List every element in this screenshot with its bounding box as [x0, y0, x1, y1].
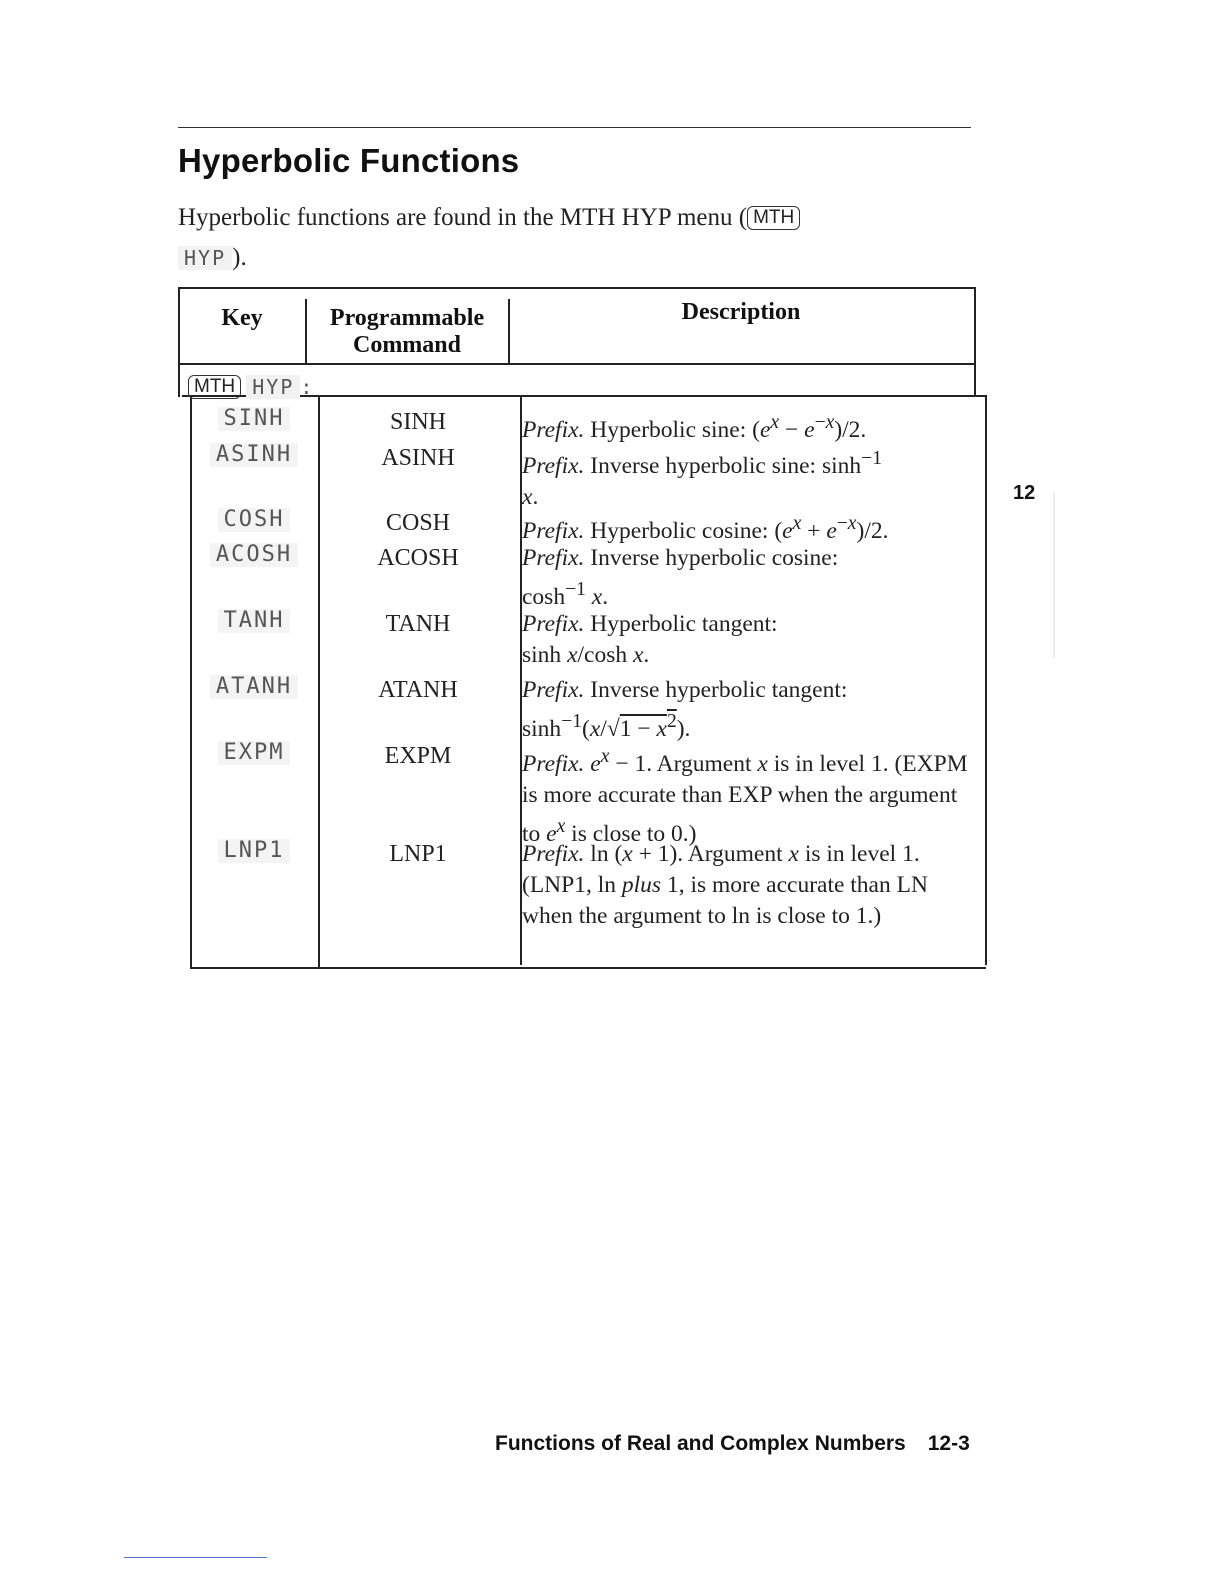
mth-key: MTH	[747, 206, 800, 230]
command-cell: COSH	[385, 510, 451, 536]
command-cell: ASINH	[381, 445, 455, 471]
description-cell: Prefix. ln (x + 1). Argument x is in level 1. (LNP1, ln plus 1, is more accurate than LN when the argument to ln is close to 1.)	[522, 841, 928, 929]
description-cell: Prefix. Inverse hyperbolic sine: $\sinh^{-1}$ x.	[522, 448, 882, 510]
sinh-softkey: SINH	[218, 407, 291, 431]
top-rule	[178, 127, 971, 128]
command-cell: LNP1	[389, 841, 447, 867]
page-footer	[495, 1432, 970, 1456]
page-edge-mark	[1053, 493, 1055, 658]
hyp-softkey: HYP	[178, 246, 232, 270]
intro-close: ).	[232, 244, 247, 271]
expm-softkey: EXPM	[218, 741, 291, 765]
command-cell: SINH	[389, 409, 446, 435]
header-description: Description	[681, 299, 801, 325]
mth-key: MTH	[188, 375, 241, 399]
tanh-softkey: TANH	[218, 609, 291, 633]
asinh-softkey: ASINH	[210, 443, 298, 467]
chapter-tab: 12	[1013, 482, 1036, 504]
command-cell: ATANH	[378, 677, 458, 703]
command-cell: TANH	[385, 611, 451, 637]
lnp1-softkey: LNP1	[218, 839, 291, 863]
intro-text: Hyperbolic functions are found in the MTH HYP menu (	[178, 204, 748, 231]
command-cell: EXPM	[384, 743, 452, 769]
hyperbolic-functions-table	[178, 287, 986, 969]
description-cell: Prefix. Hyperbolic tangent: sinh x/cosh x.	[522, 611, 778, 668]
cosh-softkey: COSH	[218, 508, 291, 532]
intro-paragraph	[178, 198, 938, 278]
page-title: Hyperbolic Functions	[178, 142, 520, 179]
bottom-rule	[124, 1557, 267, 1558]
description-cell: Prefix. Inverse hyperbolic tangent: $\sinh^{-1}(x/√1 - x^2)$.	[522, 677, 848, 742]
hyp-softkey: HYP	[246, 375, 300, 399]
atanh-softkey: ATANH	[210, 675, 298, 699]
header-command: Programmable Command	[329, 305, 485, 358]
acosh-softkey: ACOSH	[210, 543, 298, 567]
description-cell: Prefix. Inverse hyperbolic cosine: $\cosh^{-1} x$.	[522, 545, 839, 610]
description-cell: Prefix. Hyperbolic sine: $(e^x - e^{-x})/2$.	[522, 412, 867, 443]
page-number: 12-3	[927, 1432, 970, 1455]
description-cell: Prefix. $e^x - 1$. Argument x is in level 1. (EXPM is more accurate than EXP when the argument to $e^x$ is close to 0.)	[522, 746, 968, 847]
command-cell: ACOSH	[377, 545, 459, 571]
footer-title: Functions of Real and Complex Numbers	[495, 1432, 906, 1455]
header-key: Key	[221, 305, 263, 331]
description-cell: Prefix. Hyperbolic cosine: $(e^x + e^{-x})/2$.	[522, 513, 889, 544]
menu-row: MTH HYP :	[188, 375, 312, 399]
